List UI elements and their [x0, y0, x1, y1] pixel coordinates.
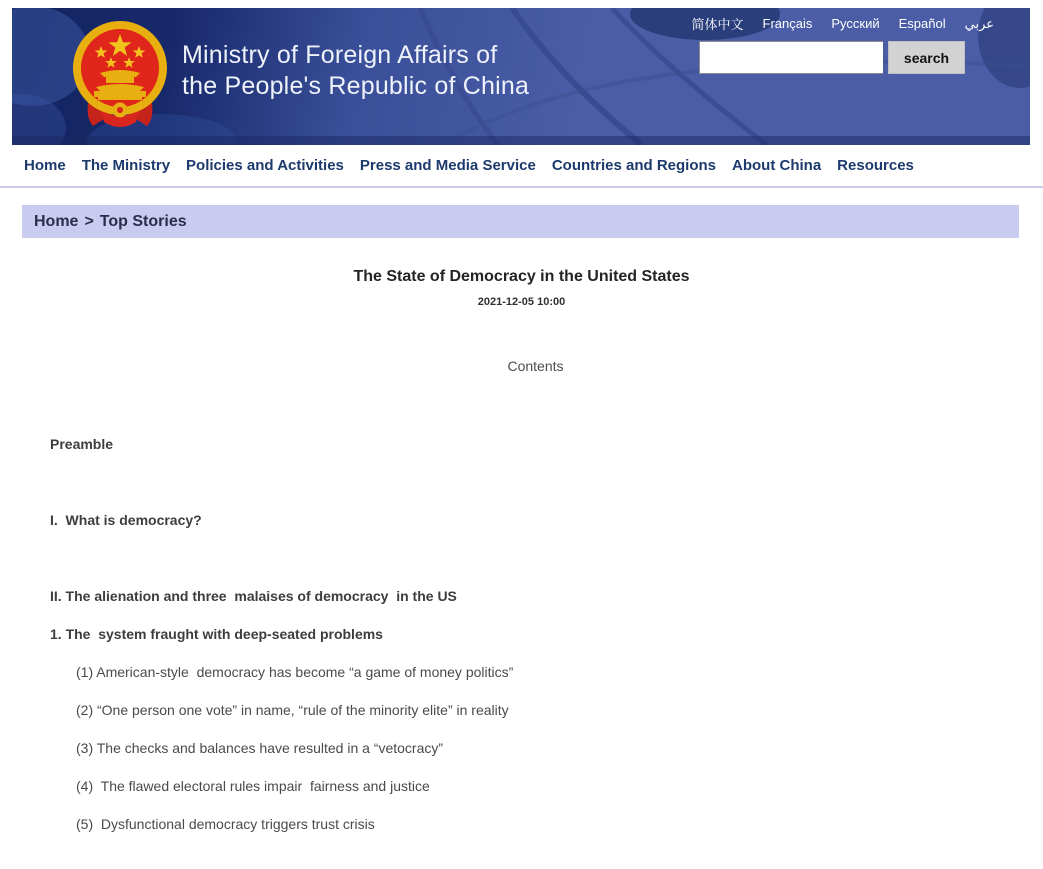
toc-item-1: (1) American-style democracy has become “a game of money politics”	[76, 664, 514, 680]
lang-link-chinese[interactable]: 简体中文	[691, 17, 744, 32]
national-emblem-icon	[70, 18, 170, 136]
lang-link-spanish[interactable]: Español	[898, 16, 946, 31]
site-title	[182, 40, 529, 102]
breadcrumb-separator: >	[84, 212, 94, 230]
contents-label: Contents	[507, 358, 564, 374]
table-of-contents	[0, 435, 1043, 833]
article-date: 2021-12-05 10:00	[477, 296, 566, 308]
nav-divider	[0, 186, 1043, 188]
article-title: The State of Democracy in the United States	[353, 268, 690, 285]
nav-item-countries-and-regions[interactable]: Countries and Regions	[551, 157, 717, 174]
search-area	[699, 41, 965, 74]
search-button[interactable]: search	[888, 41, 965, 74]
breadcrumb	[22, 205, 1019, 238]
toc-item-3: (3) The checks and balances have resulted in a “vetocracy”	[76, 740, 444, 756]
nav-item-about-china[interactable]: About China	[732, 157, 822, 174]
toc-item-5: (5) Dysfunctional democracy triggers trust crisis	[76, 816, 375, 832]
breadcrumb-home[interactable]: Home	[34, 212, 79, 230]
lang-link-french[interactable]: Français	[762, 16, 813, 31]
lang-link-arabic[interactable]: عربي	[964, 15, 994, 31]
nav-item-home[interactable]: Home	[24, 157, 66, 174]
breadcrumb-current[interactable]: Top Stories	[99, 212, 187, 230]
lang-link-russian[interactable]: Русский	[831, 16, 880, 31]
nav-item-the-ministry[interactable]: The Ministry	[81, 157, 171, 174]
article	[0, 238, 1043, 833]
main-nav	[0, 145, 1043, 186]
nav-item-resources[interactable]: Resources	[837, 157, 914, 174]
toc-section-1: 1. The system fraught with deep-seated problems	[50, 626, 383, 642]
nav-item-policies-and-activities[interactable]: Policies and Activities	[186, 157, 344, 174]
toc-item-2: (2) “One person one vote” in name, “rule of the minority elite” in reality	[76, 702, 509, 718]
nav-item-press-and-media-service[interactable]: Press and Media Service	[359, 157, 536, 174]
toc-item-4: (4) The flawed electoral rules impair fairness and justice	[76, 778, 430, 794]
search-input[interactable]	[699, 41, 883, 74]
toc-part-2: II. The alienation and three malaises of democracy in the US	[50, 588, 457, 604]
toc-preamble: Preamble	[50, 436, 114, 452]
site-title-line1: Ministry of Foreign Affairs of	[182, 41, 498, 69]
national-emblem-logo[interactable]	[70, 18, 170, 136]
toc-part-1: I. What is democracy?	[50, 512, 202, 528]
site-header	[12, 8, 1030, 145]
site-title-line2: the People's Republic of China	[182, 72, 530, 100]
language-bar	[692, 14, 995, 33]
